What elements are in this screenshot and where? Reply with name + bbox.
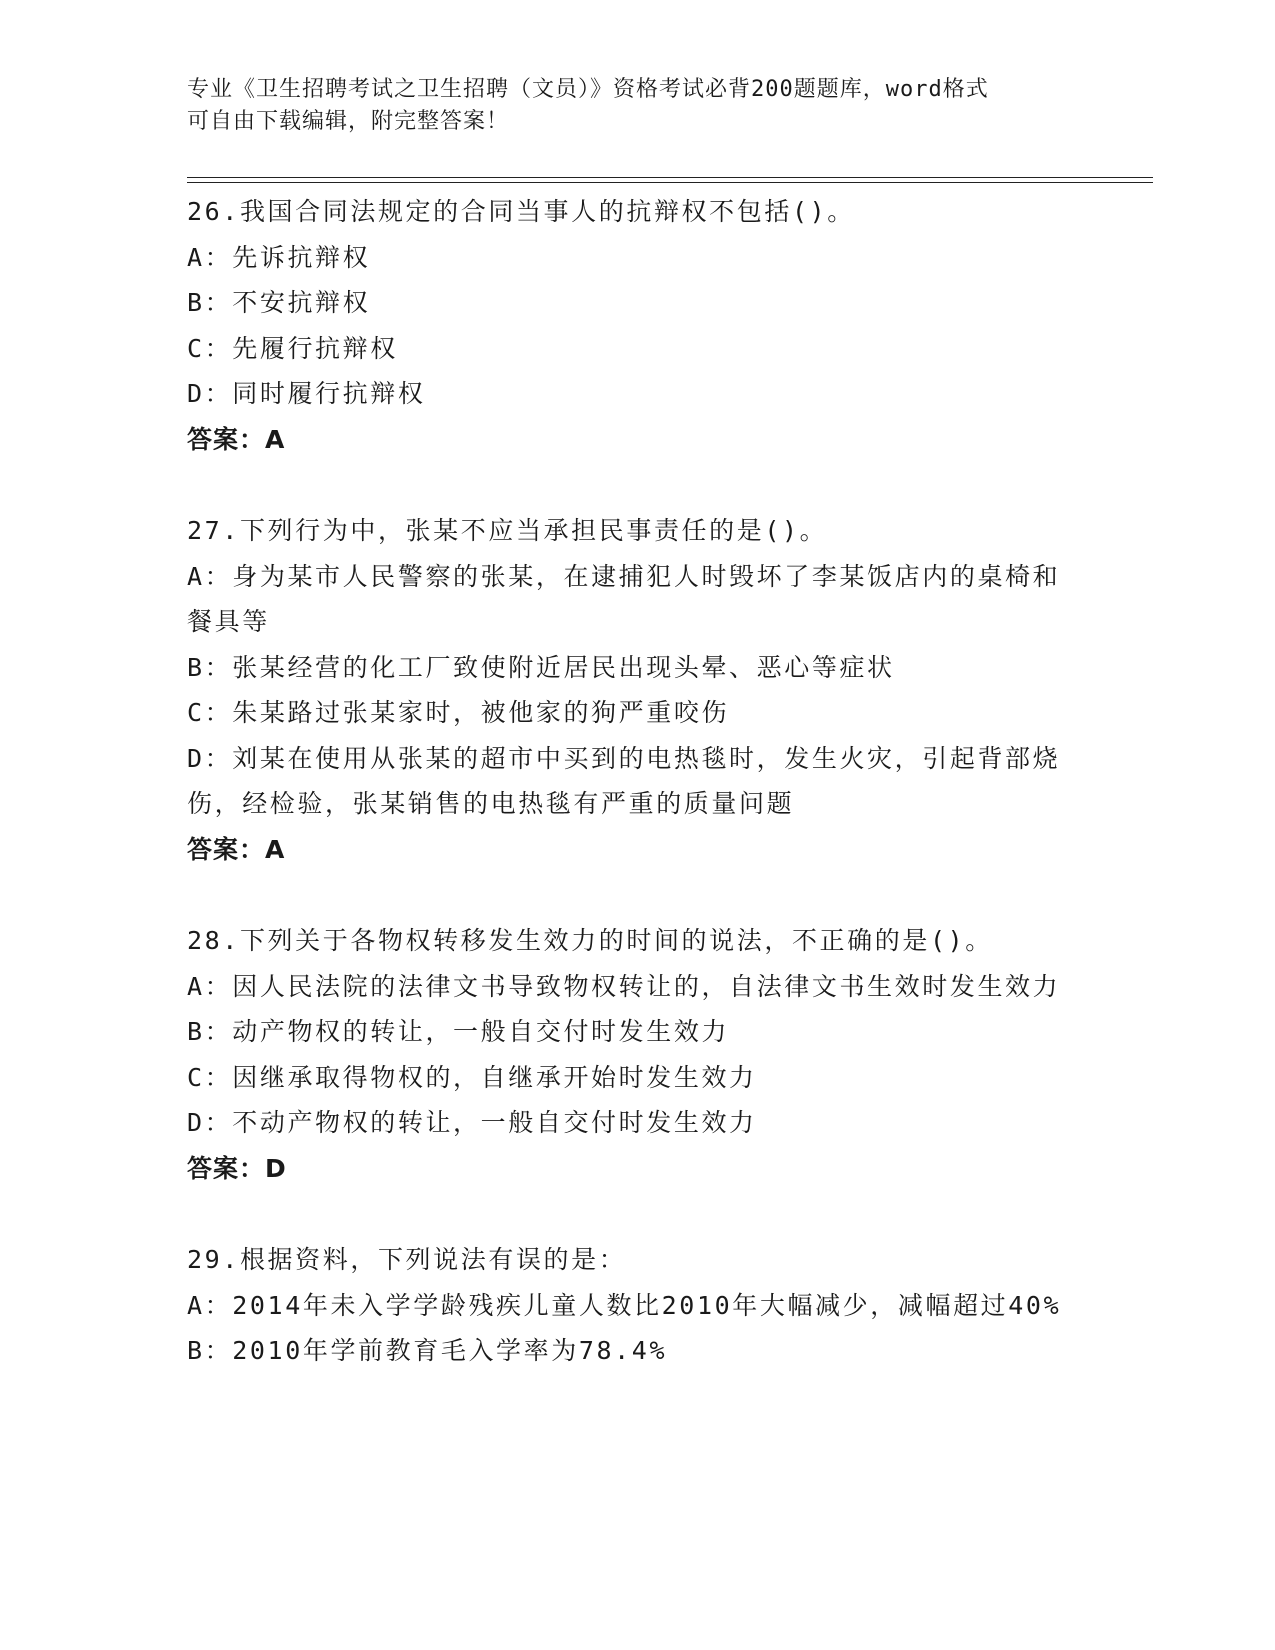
option-a: A：2014年未入学学龄残疾儿童人数比2010年大幅减少，减幅超过40% xyxy=(187,1290,1062,1320)
question-26 xyxy=(187,189,1087,462)
option-d: D：不动产物权的转让，一般自交付时发生效力 xyxy=(187,1108,757,1137)
header-divider-top xyxy=(187,177,1153,178)
question-stem: 27.下列行为中，张某不应当承担民事责任的是()。 xyxy=(187,516,828,545)
option-b: B：不安抗辩权 xyxy=(187,288,371,317)
option-b: B：2010年学前教育毛入学率为78.4% xyxy=(187,1336,668,1365)
header-line-2: 可自由下载编辑，附完整答案！ xyxy=(187,109,510,134)
question-29 xyxy=(187,1237,1087,1374)
option-b: B：动产物权的转让，一般自交付时发生效力 xyxy=(187,1017,730,1046)
option-c: C：朱某路过张某家时，被他家的狗严重咬伤 xyxy=(187,698,730,727)
answer: 答案：A xyxy=(187,424,286,454)
question-stem: 29.根据资料，下列说法有误的是： xyxy=(187,1245,627,1274)
option-a: A：先诉抗辩权 xyxy=(187,242,371,272)
question-list xyxy=(187,189,1087,1374)
question-stem: 26.我国合同法规定的合同当事人的抗辩权不包括()。 xyxy=(187,197,855,226)
question-27 xyxy=(187,508,1087,872)
option-c: C：因继承取得物权的，自继承开始时发生效力 xyxy=(187,1062,757,1092)
option-a: A：身为某市人民警察的张某，在逮捕犯人时毁坏了李某饭店内的桌椅和餐具等 xyxy=(187,561,1061,636)
option-d: D：同时履行抗辩权 xyxy=(187,379,426,408)
option-a: A：因人民法院的法律文书导致物权转让的，自法律文书生效时发生效力 xyxy=(187,971,1061,1001)
header-divider-bottom xyxy=(187,182,1153,183)
option-c: C：先履行抗辩权 xyxy=(187,333,398,363)
question-28 xyxy=(187,918,1087,1191)
question-stem: 28.下列关于各物权转移发生效力的时间的说法，不正确的是()。 xyxy=(187,926,993,955)
header-line-1: 专业《卫生招聘考试之卫生招聘（文员）》资格考试必背200题题库，word格式 xyxy=(187,77,989,102)
document-header xyxy=(187,74,1067,138)
answer: 答案：A xyxy=(187,834,286,864)
option-d: D：刘某在使用从张某的超市中买到的电热毯时，发生火灾，引起背部烧伤，经检验，张某销售的电热毯有严重的质量问题 xyxy=(187,743,1061,818)
option-b: B：张某经营的化工厂致使附近居民出现头晕、恶心等症状 xyxy=(187,652,895,682)
answer: 答案：D xyxy=(187,1153,287,1183)
